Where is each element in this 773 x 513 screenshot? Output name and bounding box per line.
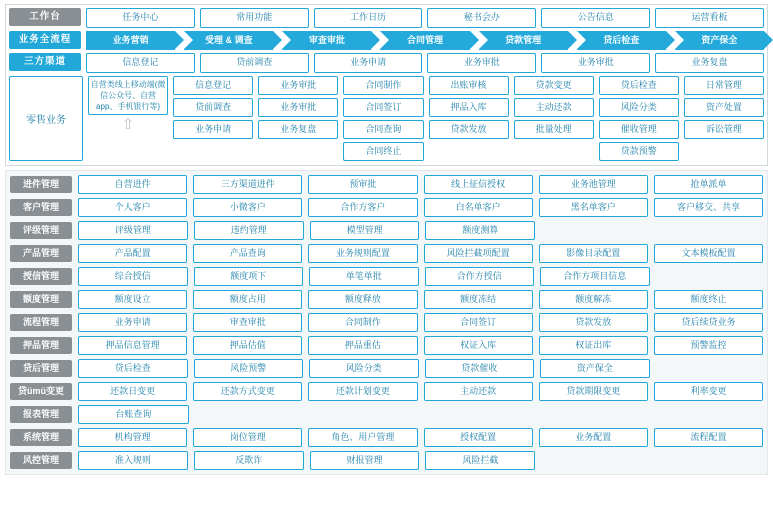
module-item[interactable]: 机构管理: [78, 428, 187, 447]
process-stage[interactable]: 合同管理: [380, 31, 469, 50]
process-stage[interactable]: 业务营销: [86, 31, 175, 50]
module-label: 贷ümü变更: [10, 383, 72, 400]
module-item[interactable]: 贷后续贷业务: [654, 313, 763, 332]
module-item[interactable]: 违约管理: [194, 221, 304, 240]
module-item-empty: [655, 451, 763, 468]
module-item[interactable]: 审查审批: [193, 313, 302, 332]
workbench-row: [9, 8, 764, 28]
module-item[interactable]: 准入规则: [78, 451, 188, 470]
module-label: 风控管理: [10, 452, 72, 469]
module-items: [78, 267, 763, 286]
retail-item[interactable]: 风险分类: [599, 98, 679, 117]
module-row: [10, 405, 763, 424]
module-items: [78, 451, 763, 470]
module-item[interactable]: 影像目录配置: [539, 244, 648, 263]
third-party-channel-label: 三方渠道: [9, 53, 81, 71]
module-item[interactable]: 额度设立: [78, 290, 187, 309]
module-label: 押品管理: [10, 337, 72, 354]
process-flow-label: 业务全流程: [9, 31, 81, 49]
module-item[interactable]: 额度解冻: [539, 290, 648, 309]
module-item[interactable]: 个人客户: [78, 198, 187, 217]
module-label: 进件管理: [10, 176, 72, 193]
module-items: [78, 198, 763, 217]
workbench-item[interactable]: 运营看板: [655, 8, 764, 28]
module-item[interactable]: 贷款发放: [539, 313, 648, 332]
top-section: [5, 4, 768, 166]
module-item[interactable]: 利率变更: [654, 382, 763, 401]
module-item-empty: [656, 359, 764, 376]
third-party-item[interactable]: 业务审批: [427, 53, 536, 73]
module-label: 系统管理: [10, 429, 72, 446]
retail-item[interactable]: 合同查询: [343, 120, 423, 139]
module-item[interactable]: 权证出库: [539, 336, 648, 355]
module-label: 评级管理: [10, 222, 72, 239]
module-items: [78, 428, 763, 447]
module-item[interactable]: 产品查询: [193, 244, 302, 263]
retail-item[interactable]: 业务审批: [258, 98, 338, 117]
module-row: [10, 313, 763, 332]
module-item[interactable]: 评级管理: [78, 221, 188, 240]
module-item[interactable]: 业务申请: [78, 313, 187, 332]
process-flow-row: [9, 31, 764, 50]
module-item[interactable]: 还款计划变更: [308, 382, 417, 401]
module-item[interactable]: 合同制作: [308, 313, 417, 332]
process-stage[interactable]: 贷后检查: [577, 31, 666, 50]
workbench-item[interactable]: 任务中心: [86, 8, 195, 28]
module-item[interactable]: 自营进件: [78, 175, 187, 194]
retail-item[interactable]: 业务申请: [173, 120, 253, 139]
module-row: [10, 451, 763, 470]
module-item-empty: [310, 405, 419, 422]
workbench-item[interactable]: 秘书会办: [427, 8, 536, 28]
retail-item[interactable]: 贷前调查: [173, 98, 253, 117]
module-item[interactable]: 风险分类: [309, 359, 419, 378]
process-stage[interactable]: 资产保全: [675, 31, 764, 50]
retail-column-2: [258, 76, 338, 161]
module-item[interactable]: 财报管理: [310, 451, 420, 470]
module-item[interactable]: 额度冻结: [424, 290, 533, 309]
arrow-up-icon: ⇧: [121, 116, 135, 133]
module-item[interactable]: 押品信息管理: [78, 336, 187, 355]
retail-column-4: [429, 76, 509, 161]
module-row: [10, 244, 763, 263]
module-item[interactable]: 风险拦截: [425, 451, 535, 470]
module-item[interactable]: 还款日变更: [78, 382, 187, 401]
module-label: 贷后管理: [10, 360, 72, 377]
third-party-channel-row: [9, 53, 764, 73]
module-item[interactable]: 模型管理: [310, 221, 420, 240]
retail-item[interactable]: 资产处置: [684, 98, 764, 117]
module-row: [10, 221, 763, 240]
retail-column-channel: [88, 76, 168, 161]
third-party-item[interactable]: 贷前调查: [200, 53, 309, 73]
module-row: [10, 336, 763, 355]
third-party-item[interactable]: 信息登记: [86, 53, 195, 73]
workbench-label: 工作台: [9, 8, 81, 26]
module-row: [10, 428, 763, 447]
module-item[interactable]: 额度释放: [308, 290, 417, 309]
retail-item[interactable]: 日常管理: [684, 76, 764, 95]
module-row: [10, 290, 763, 309]
retail-business-label: 零售业务: [9, 76, 83, 161]
retail-item[interactable]: 业务审批: [258, 76, 338, 95]
retail-business-block: [9, 76, 764, 161]
module-item[interactable]: 主动还款: [424, 382, 533, 401]
module-item[interactable]: 流程配置: [654, 428, 763, 447]
retail-column-5: [514, 76, 594, 161]
module-row: [10, 198, 763, 217]
module-item[interactable]: 额度终止: [654, 290, 763, 309]
module-item[interactable]: 权证入库: [424, 336, 533, 355]
module-item[interactable]: 贷款期限变更: [539, 382, 648, 401]
module-item[interactable]: 额度占用: [193, 290, 302, 309]
module-item[interactable]: 业务池管理: [539, 175, 648, 194]
module-section: [5, 170, 768, 475]
retail-item[interactable]: 业务复盘: [258, 120, 338, 139]
module-label: 产品管理: [10, 245, 72, 262]
module-item-empty: [541, 221, 649, 238]
module-item-empty: [655, 221, 763, 238]
module-label: 客户管理: [10, 199, 72, 216]
retail-item[interactable]: 贷后检查: [599, 76, 679, 95]
module-item[interactable]: 角色、用户管理: [308, 428, 417, 447]
module-item[interactable]: 贷后检查: [78, 359, 188, 378]
retail-columns: [88, 76, 764, 161]
workbench-item[interactable]: 常用功能: [200, 8, 309, 28]
module-item[interactable]: 资产保全: [540, 359, 650, 378]
module-item-empty: [539, 405, 648, 422]
module-item-empty: [541, 451, 649, 468]
module-item-empty: [656, 267, 764, 284]
process-stage[interactable]: 贷款管理: [479, 31, 568, 50]
module-item[interactable]: 业务规则配置: [308, 244, 417, 263]
retail-item[interactable]: 合同终止: [343, 142, 423, 161]
module-item[interactable]: 风险拦截项配置: [424, 244, 533, 263]
channel-box[interactable]: 自营类线上移动端(微信公众号、自营app、手机银行等): [88, 76, 168, 115]
process-stage[interactable]: 审查审批: [282, 31, 371, 50]
third-party-item[interactable]: 业务申请: [314, 53, 423, 73]
module-item[interactable]: 合作方客户: [308, 198, 417, 217]
module-item[interactable]: 三方渠道进件: [193, 175, 302, 194]
retail-item[interactable]: 贷款变更: [514, 76, 594, 95]
module-item[interactable]: 岗位管理: [193, 428, 302, 447]
workbench-item[interactable]: 工作日历: [314, 8, 423, 28]
process-stage[interactable]: 受理 & 调查: [184, 31, 273, 50]
module-label: 流程管理: [10, 314, 72, 331]
module-item[interactable]: 预警监控: [654, 336, 763, 355]
retail-item[interactable]: 信息登记: [173, 76, 253, 95]
module-item[interactable]: 综合授信: [78, 267, 188, 286]
retail-item[interactable]: 贷款发放: [429, 120, 509, 139]
module-item[interactable]: 合作方授信: [425, 267, 535, 286]
retail-item[interactable]: 催收管理: [599, 120, 679, 139]
retail-item[interactable]: 合同制作: [343, 76, 423, 95]
module-item-empty: [424, 405, 533, 422]
module-items: [78, 405, 763, 424]
module-item[interactable]: 额度项下: [194, 267, 304, 286]
retail-item[interactable]: 主动还款: [514, 98, 594, 117]
module-item[interactable]: 小微客户: [193, 198, 302, 217]
module-item[interactable]: 合同签订: [424, 313, 533, 332]
workbench-item[interactable]: 公告信息: [541, 8, 650, 28]
module-item[interactable]: 产品配置: [78, 244, 187, 263]
retail-column-3: [343, 76, 423, 161]
third-party-item[interactable]: 业务复盘: [655, 53, 764, 73]
module-items: [78, 382, 763, 401]
module-items: [78, 221, 763, 240]
module-item[interactable]: 还款方式变更: [193, 382, 302, 401]
module-item[interactable]: 抢单派单: [654, 175, 763, 194]
module-items: [78, 313, 763, 332]
module-item[interactable]: 贷款催收: [425, 359, 535, 378]
module-item-empty: [195, 405, 304, 422]
module-item[interactable]: 单笔单批: [309, 267, 419, 286]
module-item[interactable]: 客户移交、共享: [654, 198, 763, 217]
module-item[interactable]: 预审批: [308, 175, 417, 194]
module-item-empty: [654, 405, 763, 422]
module-row: [10, 359, 763, 378]
module-item[interactable]: 额度测算: [425, 221, 535, 240]
module-items: [78, 336, 763, 355]
retail-column-1: [173, 76, 253, 161]
module-item[interactable]: 风险预警: [194, 359, 304, 378]
third-party-item[interactable]: 业务审批: [541, 53, 650, 73]
module-items: [78, 359, 763, 378]
retail-item[interactable]: 合同签订: [343, 98, 423, 117]
module-item[interactable]: 合作方项目信息: [540, 267, 650, 286]
module-item[interactable]: 线上征信授权: [424, 175, 533, 194]
module-row: [10, 175, 763, 194]
module-items: [78, 290, 763, 309]
module-item[interactable]: 台账查询: [78, 405, 189, 424]
retail-column-6: [599, 76, 679, 161]
retail-column-7: [684, 76, 764, 161]
module-items: [78, 175, 763, 194]
module-label: 报表管理: [10, 406, 72, 423]
module-item[interactable]: 押品估值: [193, 336, 302, 355]
module-item[interactable]: 授权配置: [424, 428, 533, 447]
module-label: 授信管理: [10, 268, 72, 285]
module-label: 额度管理: [10, 291, 72, 308]
retail-item[interactable]: 诉讼管理: [684, 120, 764, 139]
retail-item[interactable]: 押品入库: [429, 98, 509, 117]
module-item[interactable]: 业务配置: [539, 428, 648, 447]
module-row: [10, 267, 763, 286]
module-row: [10, 382, 763, 401]
retail-item[interactable]: 出账审核: [429, 76, 509, 95]
module-item[interactable]: 白名单客户: [424, 198, 533, 217]
module-item[interactable]: 文本模板配置: [654, 244, 763, 263]
module-items: [78, 244, 763, 263]
retail-item[interactable]: 批量处理: [514, 120, 594, 139]
module-item[interactable]: 黑名单客户: [539, 198, 648, 217]
module-item[interactable]: 押品重估: [308, 336, 417, 355]
module-item[interactable]: 反欺诈: [194, 451, 304, 470]
retail-item[interactable]: 贷款预警: [599, 142, 679, 161]
